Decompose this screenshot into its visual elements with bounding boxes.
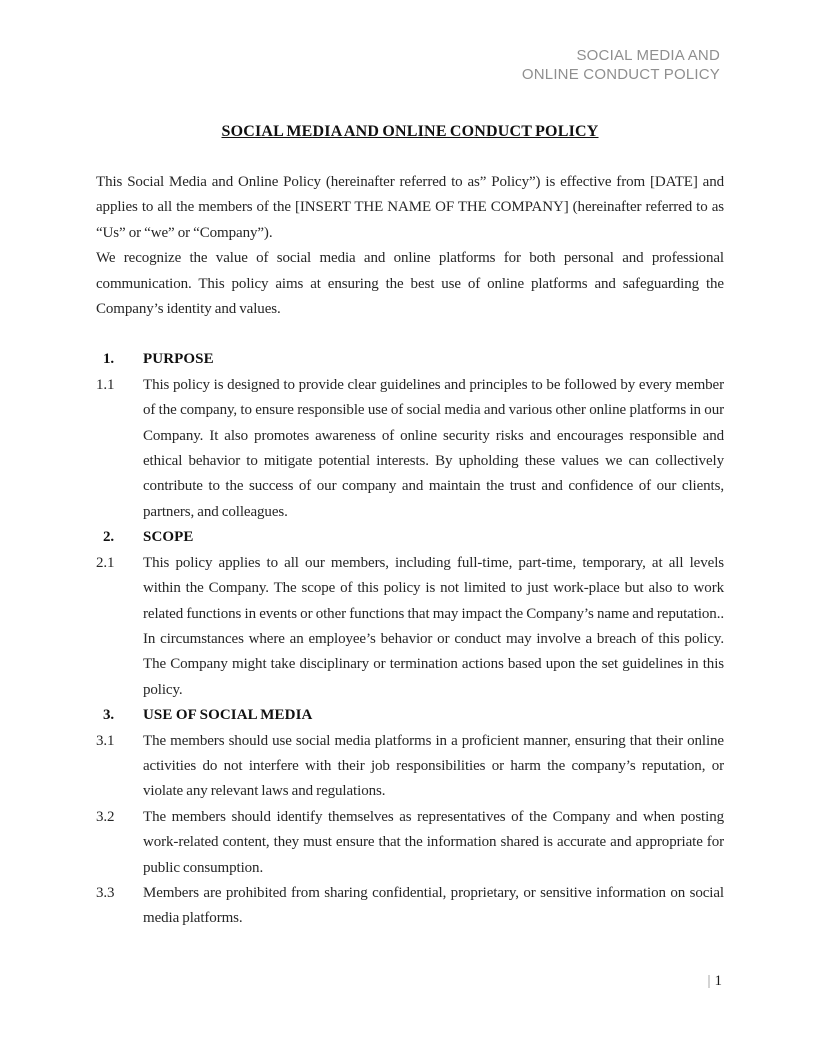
footer-page-number: 1 [714,973,722,989]
footer-separator: | [707,973,711,989]
clause-number: 3.2 [96,808,115,825]
section-heading-label: USE OF SOCIAL MEDIA [143,707,313,724]
intro-paragraphs [96,170,724,322]
clause-text: This policy applies to all our members, including full-time, part-time, temporary, at all levels within the Company. The scope of this policy is not limited to just work-place but also to work related functions in events or other functions that may impact the Company’s name and reputation.. In circumstances where an employee’s behavior or conduct may involve a breach of this policy. The Company might take disciplinary or termination actions based upon the set guidelines in this policy. [143,554,724,698]
clause-text: The members should identify themselves as representatives of the Company and when posting work-related content, they must ensure that the information shared is accurate and appropriate for public consumption. [143,808,724,876]
clause-3-2 [96,805,724,881]
intro-paragraph-2: We recognize the value of social media and online platforms for both personal and professional communication. This policy aims at ensuring the best use of online platforms and safeguarding the Company’s identity and values. [96,250,724,318]
section-number: 1. [103,351,115,368]
clause-3-1 [96,729,724,805]
clause-1-1 [96,373,724,525]
clause-3-3 [96,881,724,932]
page-header [522,47,720,84]
section-heading-purpose [96,347,724,372]
section-heading-use-of-social-media [96,703,724,728]
clause-text: This policy is designed to provide clear guidelines and principles to be followed by every member of the company, to ensure responsible use of social media and various other online platforms in our Company. It also promotes awareness of online security risks and encourages responsible and ethical behavior to mitigate potential interests. By upholding these values we can collectively contribute to the success of our company and maintain the trust and confidence of our clients, partners, and colleagues. [143,376,724,520]
clause-text: The members should use social media platforms in a proficient manner, ensuring that their online activities do not interfere with their job responsibilities or harm the company’s reputation, or violate any relevant laws and regulations. [143,732,724,800]
section-heading-label: SCOPE [143,529,194,546]
page-header-line-2: ONLINE CONDUCT POLICY [521,65,720,83]
section-heading-label: PURPOSE [143,351,214,368]
page-footer [707,973,722,990]
clause-number: 1.1 [96,376,115,393]
section-number: 2. [103,529,115,546]
clause-text: Members are prohibited from sharing confidential, proprietary, or sensitive information on social media platforms. [143,884,724,927]
section-heading-scope [96,525,724,550]
document-body [96,170,724,932]
clause-number: 3.1 [96,732,115,749]
sections-list [96,347,724,931]
section-number: 3. [103,707,115,724]
page-header-line-1: SOCIAL MEDIA AND [576,47,720,64]
clause-number: 3.3 [96,884,115,901]
clause-2-1 [96,551,724,703]
document-title: SOCIAL MEDIA AND ONLINE CONDUCT POLICY [221,123,599,140]
intro-paragraph-1: This Social Media and Online Policy (hereinafter referred to as” Policy”) is effective from [DATE] and applies to all the members of the [INSERT THE NAME OF THE COMPANY] (hereinafter referred to as “Us” or “we” or “Company”). [96,174,724,241]
clause-number: 2.1 [96,554,115,571]
